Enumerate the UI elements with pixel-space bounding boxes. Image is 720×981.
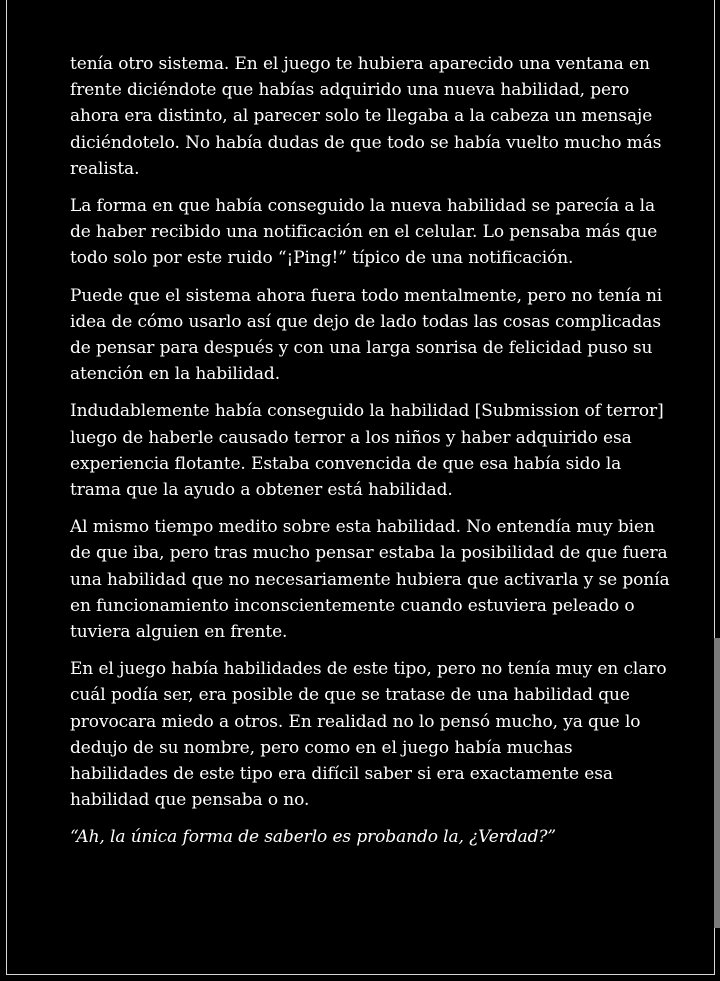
paragraph-1: tenía otro sistema. En el juego te hubiera aparecido una ventana en frente diciéndote que habías adquirido una nueva habilidad, pero ahora era distinto, al parecer solo te llegaba a la cabeza un mensaje diciéndotelo. No había dudas de que todo se había vuelto mucho más realista.: [70, 54, 662, 179]
paragraph-4: Indudablemente había conseguido la habilidad [Submission of terror] luego de haberle causado terror a los niños y haber adquirido esa experiencia flotante. Estaba convencida de que esa había sido la trama que la ayudo a obtener está habilidad.: [70, 401, 664, 501]
paragraph-3: Puede que el sistema ahora fuera todo mentalmente, pero no tenía ni idea de cómo usarlo así que dejo de lado todas las cosas complicadas de pensar para después y con una larga sonrisa de felicidad puso su atención en la habilidad.: [70, 285, 663, 385]
document-page: [6, 0, 715, 975]
paragraph-5: Al mismo tiempo medito sobre esta habilidad. No entendía muy bien de que iba, pero tras mucho pensar estaba la posibilidad de que fuera una habilidad que no necesariamente hubiera que activarla y se ponía en funcionamiento inconscientemente cuando estuviera peleado o tuviera alguien en frente.: [70, 517, 670, 643]
document-body: [70, 51, 670, 862]
scrollbar-thumb[interactable]: [714, 638, 720, 928]
paragraph-6: En el juego había habilidades de este tipo, pero no tenía muy en claro cuál podía ser, era posible de que se tratase de una habilidad que provocara miedo a otros. En realidad no lo pensó mucho, ya que lo dedujo de su nombre, pero como en el juego había muchas habilidades de este tipo era difícil saber si era exactamente esa habilidad que pensaba o no.: [70, 659, 667, 811]
quote-paragraph: “Ah, la única forma de saberlo es probando la, ¿Verdad?”: [70, 827, 556, 848]
paragraph-2: La forma en que había conseguido la nueva habilidad se parecía a la de haber recibido una notificación en el celular. Lo pensaba más que todo solo por este ruido “¡Ping!” típico de una notificación.: [70, 196, 658, 269]
